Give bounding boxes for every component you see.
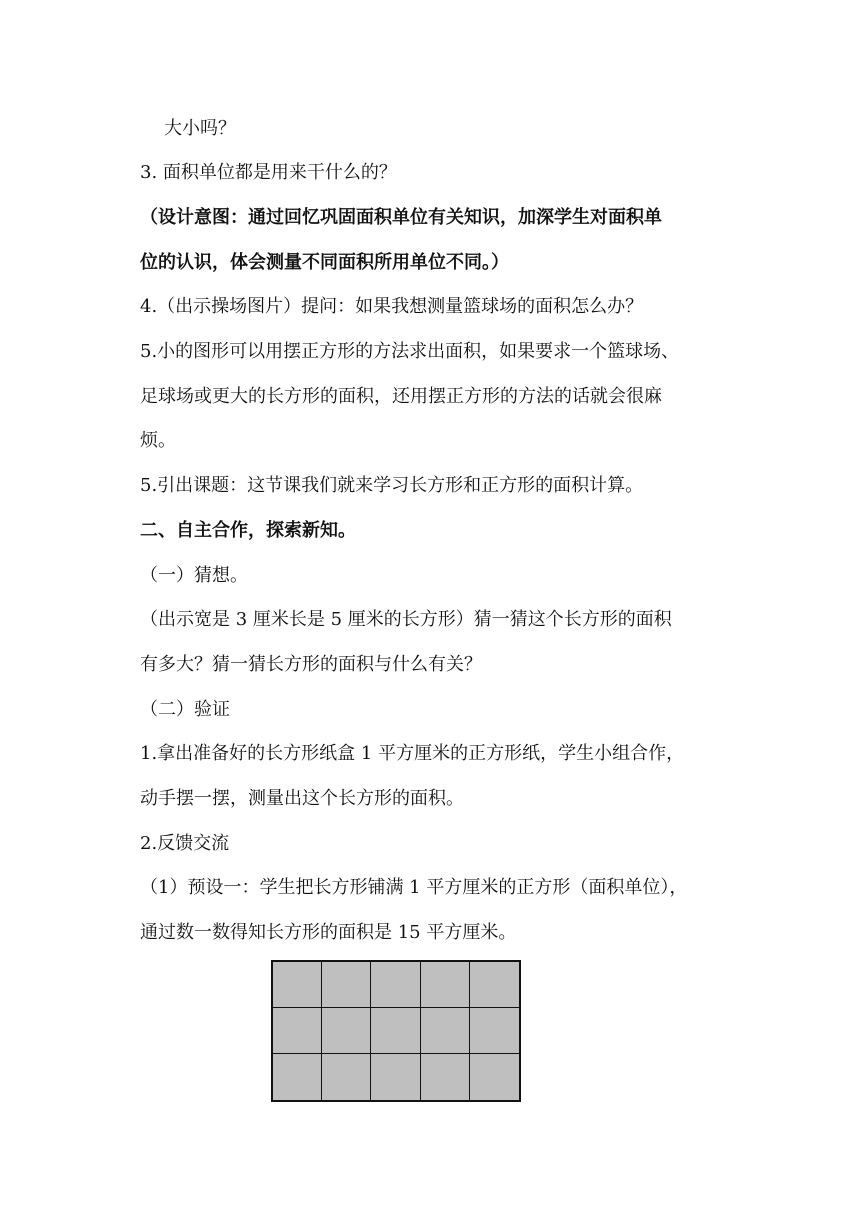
- text-line: （一）猜想。: [140, 565, 248, 586]
- text-line: 有多大？猜一猜长方形的面积与什么有关？: [140, 654, 482, 675]
- text-line: 通过数一数得知长方形的面积是 15 平方厘米。: [140, 922, 517, 943]
- text-line: 动手摆一摆，测量出这个长方形的面积。: [140, 788, 464, 809]
- unit-square: [371, 962, 420, 1008]
- text-line: （二）验证: [140, 699, 230, 720]
- text-line: （出示宽是 3 厘米长是 5 厘米的长方形）猜一猜这个长方形的面积: [140, 609, 672, 630]
- unit-square: [470, 962, 519, 1008]
- text-line: 二、自主合作，探索新知。: [140, 520, 356, 541]
- text-line: 5.小的图形可以用摆正方形的方法求出面积，如果要求一个篮球场、: [140, 341, 680, 362]
- unit-square: [273, 1054, 322, 1100]
- unit-square: [322, 1054, 371, 1100]
- text-line: 3. 面积单位都是用来干什么的？: [140, 162, 397, 183]
- unit-square: [421, 1054, 470, 1100]
- unit-square: [322, 962, 371, 1008]
- unit-square: [371, 1008, 420, 1054]
- unit-square: [371, 1054, 420, 1100]
- unit-square: [421, 1008, 470, 1054]
- unit-square: [322, 1008, 371, 1054]
- unit-square: [470, 1054, 519, 1100]
- text-line: 大小吗？: [164, 118, 236, 139]
- text-line: （1）预设一：学生把长方形铺满 1 平方厘米的正方形（面积单位），: [140, 877, 688, 898]
- text-line: 5.引出课题：这节课我们就来学习长方形和正方形的面积计算。: [140, 475, 644, 496]
- text-line: 2.反馈交流: [140, 833, 230, 854]
- text-line: （设计意图：通过回忆巩固面积单位有关知识，加深学生对面积单: [140, 207, 662, 228]
- unit-square: [273, 962, 322, 1008]
- unit-square: [421, 962, 470, 1008]
- text-line: 1.拿出准备好的长方形纸盒 1 平方厘米的正方形纸，学生小组合作，: [140, 743, 685, 764]
- unit-square: [273, 1008, 322, 1054]
- text-line: 足球场或更大的长方形的面积，还用摆正方形的方法的话就会很麻: [140, 386, 662, 407]
- text-line: 位的认识，体会测量不同面积所用单位不同。）: [140, 252, 509, 273]
- rectangle-grid-figure: [271, 960, 521, 1102]
- text-line: 烦。: [140, 430, 176, 451]
- unit-square: [470, 1008, 519, 1054]
- text-line: 4.（出示操场图片）提问：如果我想测量篮球场的面积怎么办？: [140, 296, 644, 317]
